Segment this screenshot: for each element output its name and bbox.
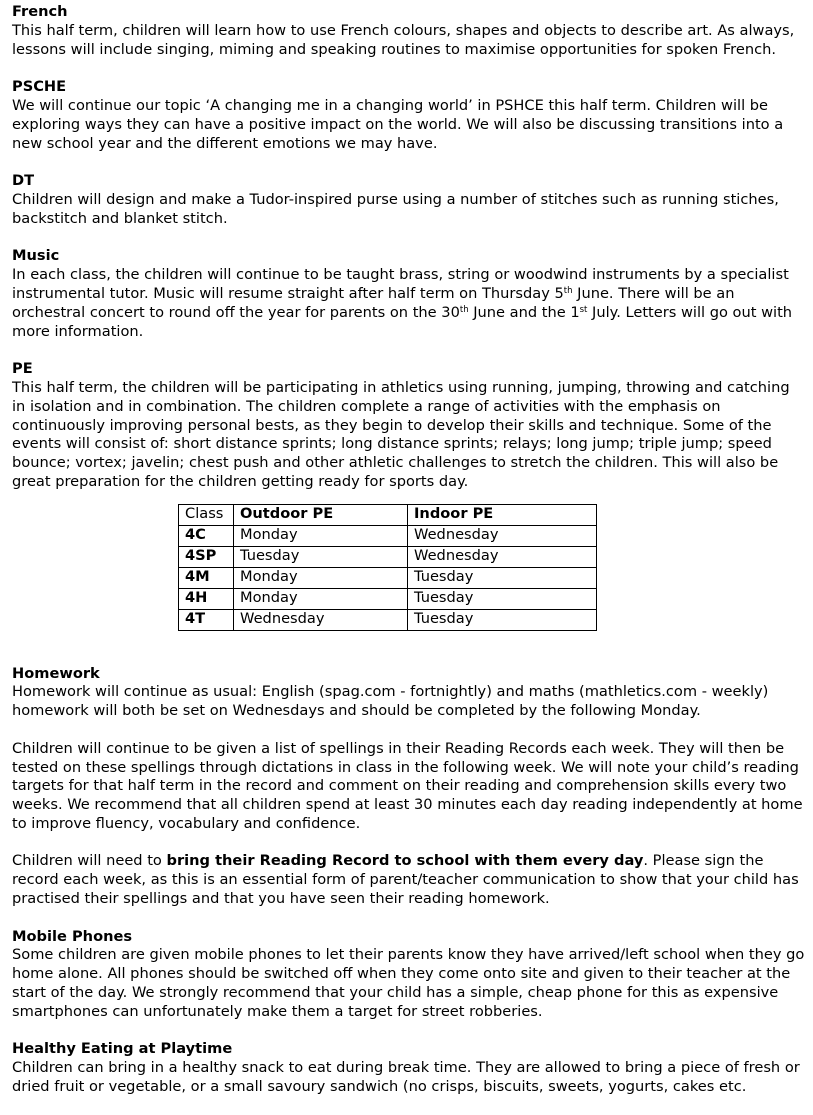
pe-outdoor-cell: Tuesday [234,546,408,567]
pe-timetable [178,504,597,631]
healthy-eating-text: Children can bring in a healthy snack to eat during break time. They are allowed to bring a piece of fresh or dried fruit or vegetable, or a small savoury sandwich (no crisps, biscuits, sweets, yogurts, cakes etc. [12,1059,800,1096]
table-row [179,567,597,588]
music-text: In each class, the children will continue to be taught brass, string or woodwind instruments by a specialist instrumental tutor. Music will resume straight after half term on Thursday 5th June. There will be an orchestral concert to round off the year for parents on the 30th June and the 1st July. Letters will go out with more information. [12,266,793,340]
pe-text: This half term, the children will be participating in athletics using running, jumping, throwing and catching in isolation and in combination. The children complete a range of activities with the emphasis on continuously improving personal bests, as they begin to develop their skills and technique. Some of the events will consist of: short distance sprints; long distance sprints; relays; long jump; triple jump; speed bounce; vortex; javelin; chest push and other athletic challenges to stretch the children. This will also be great preparation for the children getting ready for sports day. [12,378,790,490]
pe-table-header-class: Class [179,504,234,525]
mobile-phones-heading: Mobile Phones [12,927,133,945]
french-section [12,3,807,59]
pe-outdoor-cell: Wednesday [234,609,408,630]
pshce-heading: PSCHE [12,78,67,96]
pshce-text: We will continue our topic ‘A changing me in a changing world’ in PSHCE this half term. Children will be exploring ways they can have a positive impact on the world. We will also be discussing transitions into a new school year and the different emotions we may have. [12,96,784,152]
pe-table-header-indoor: Indoor PE [408,504,597,525]
homework-heading: Homework [12,664,100,682]
homework-text: Homework will continue as usual: English (spag.com - fortnightly) and maths (mathletics.com - weekly) homework will both be set on Wednesdays and should be completed by the following Monday. [12,683,769,720]
dt-section [12,172,807,228]
pe-table-header-row [179,504,597,525]
mobile-phones-section [12,928,807,1022]
pe-indoor-cell: Tuesday [408,609,597,630]
table-row [179,588,597,609]
french-text: This half term, children will learn how to use French colours, shapes and objects to describe art. As always, lessons will include singing, miming and speaking routines to maximise opportunities for spoken French. [12,21,795,58]
pe-class-cell: 4C [179,525,234,546]
pe-section [12,360,807,631]
healthy-eating-heading: Healthy Eating at Playtime [12,1040,233,1058]
healthy-eating-section [12,1040,807,1096]
pe-class-cell: 4SP [179,546,234,567]
pe-table-header-outdoor: Outdoor PE [234,504,408,525]
table-row [179,609,597,630]
pe-outdoor-cell: Monday [234,588,408,609]
mobile-phones-text: Some children are given mobile phones to let their parents know they have arrived/left school when they go home alone. All phones should be switched off when they come onto site and given to their teacher at the start of the day. We strongly recommend that your child has a simple, cheap phone for this as expensive smartphones can unfortunately make them a target for street robberies. [12,946,805,1020]
homework-section [12,665,807,909]
pe-class-cell: 4M [179,567,234,588]
music-heading: Music [12,247,60,265]
reading-record-reminder: Children will need to bring their Reading Record to school with them every day. Please sign the record each week, as this is an essential form of parent/teacher communication to show that your child has practised their spellings and that you have seen their reading homework. [12,852,799,908]
reading-records-text: Children will continue to be given a list of spellings in their Reading Records each week. They will then be tested on these spellings through dictations in class in the following week. We will note your child’s reading targets for that half term in the record and comment on their reading and comprehension skills every two weeks. We recommend that all children spend at least 30 minutes each day reading independently at home to improve fluency, vocabulary and confidence. [12,739,803,832]
music-section [12,247,807,341]
pe-outdoor-cell: Monday [234,525,408,546]
pe-indoor-cell: Wednesday [408,525,597,546]
pe-outdoor-cell: Monday [234,567,408,588]
pe-indoor-cell: Tuesday [408,567,597,588]
pe-heading: PE [12,360,33,378]
table-row [179,546,597,567]
pe-indoor-cell: Tuesday [408,588,597,609]
newsletter-page [12,3,807,1097]
pshce-section [12,78,807,153]
pe-class-cell: 4H [179,588,234,609]
reading-record-emphasis: bring their Reading Record to school with them every day [166,852,644,870]
pe-class-cell: 4T [179,609,234,630]
pe-indoor-cell: Wednesday [408,546,597,567]
french-heading: French [12,3,68,20]
dt-text: Children will design and make a Tudor-inspired purse using a number of stitches such as running stiches, backstitch and blanket stitch. [12,190,779,227]
dt-heading: DT [12,172,35,190]
table-row [179,525,597,546]
